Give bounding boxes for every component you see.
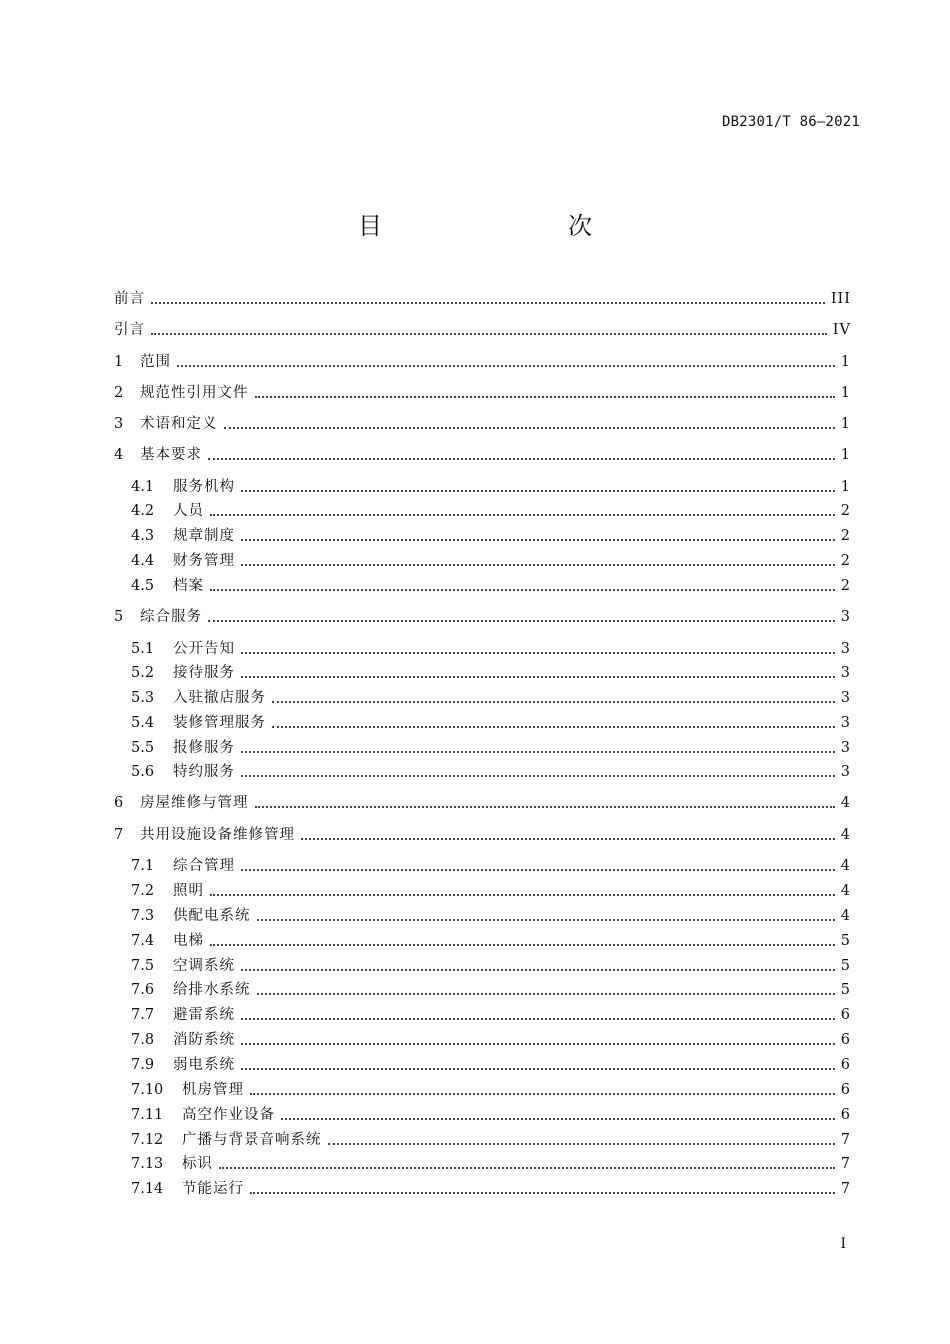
toc-entry-label: 规章制度 <box>173 528 235 544</box>
toc-dot-leader <box>241 1018 835 1020</box>
toc-entry-number: 7.5 <box>131 958 155 974</box>
toc-dot-leader <box>241 969 835 971</box>
toc-dot-leader <box>151 302 825 304</box>
toc-entry-label: 报修服务 <box>173 740 235 756</box>
toc-entry-label: 消防系统 <box>173 1032 235 1048</box>
standard-code: DB2301/T 86—2021 <box>721 114 860 130</box>
toc-dot-leader <box>241 1043 835 1045</box>
toc-entry-page: 6 <box>840 1082 851 1098</box>
toc-dot-leader <box>210 944 835 946</box>
toc-entry-page: 1 <box>840 447 851 463</box>
toc-entry-number: 7.11 <box>131 1107 164 1123</box>
toc-entry-label: 引言 <box>114 322 145 338</box>
toc-entry-label: 弱电系统 <box>173 1057 235 1073</box>
toc-entry-page: 4 <box>840 883 851 899</box>
toc-entry[interactable] <box>114 412 851 434</box>
toc-entry-page: 6 <box>840 1032 851 1048</box>
toc-entry-page: 2 <box>840 553 851 569</box>
toc-entry-number: 7.10 <box>131 1082 164 1098</box>
toc-dot-leader <box>241 539 835 541</box>
toc-entry[interactable] <box>131 736 851 758</box>
toc-entry[interactable] <box>131 929 851 951</box>
toc-dot-leader <box>208 620 835 622</box>
toc-entry[interactable] <box>114 605 851 627</box>
toc-entry-label: 高空作业设备 <box>182 1107 275 1123</box>
toc-entry-page: 4 <box>840 795 851 811</box>
toc-entry-label: 财务管理 <box>173 553 235 569</box>
toc-entry-number: 4.2 <box>131 503 155 519</box>
toc-entry[interactable] <box>131 978 851 1000</box>
toc-entry-number: 7.3 <box>131 908 155 924</box>
toc-entry-page: 7 <box>840 1132 851 1148</box>
toc-entry-number: 4.4 <box>131 553 155 569</box>
toc-entry-page: 2 <box>840 528 851 544</box>
toc-entry-page: 4 <box>840 908 851 924</box>
toc-dot-leader <box>210 894 835 896</box>
toc-entry[interactable] <box>131 524 851 546</box>
toc-dot-leader <box>241 676 835 678</box>
toc-entry[interactable] <box>131 1078 851 1100</box>
toc-entry-page: III <box>830 291 851 307</box>
toc-entry-page: 5 <box>840 933 851 949</box>
toc-entry-page: 1 <box>840 479 851 495</box>
toc-dot-leader <box>250 1192 835 1194</box>
toc-entry-label: 服务机构 <box>173 479 235 495</box>
toc-entry-number: 7.9 <box>131 1057 155 1073</box>
toc-entry-page: 3 <box>840 764 851 780</box>
toc-entry[interactable] <box>131 904 851 926</box>
toc-entry-number: 5.1 <box>131 641 155 657</box>
toc-entry-label: 节能运行 <box>182 1181 244 1197</box>
toc-entry-number: 5.5 <box>131 740 155 756</box>
toc-entry-page: 1 <box>840 385 851 401</box>
toc-dot-leader <box>257 919 835 921</box>
toc-entry-label: 电梯 <box>173 933 204 949</box>
toc-entry-page: 5 <box>840 982 851 998</box>
toc-dot-leader <box>255 396 835 398</box>
toc-entry[interactable] <box>131 760 851 782</box>
toc-entry-label: 供配电系统 <box>173 908 251 924</box>
toc-dot-leader <box>241 564 835 566</box>
toc-entry-label: 避雷系统 <box>173 1007 235 1023</box>
toc-entry-number: 7.13 <box>131 1156 164 1172</box>
toc-entry[interactable] <box>131 1128 851 1150</box>
toc-entry-page: 3 <box>840 715 851 731</box>
toc-entry-number: 4.3 <box>131 528 155 544</box>
toc-entry-label: 入驻撤店服务 <box>173 690 266 706</box>
toc-entry[interactable] <box>131 499 851 521</box>
toc-entry-number: 7.8 <box>131 1032 155 1048</box>
toc-entry[interactable] <box>131 954 851 976</box>
toc-entry-number: 7.6 <box>131 982 155 998</box>
toc-dot-leader <box>210 514 835 516</box>
toc-entry-page: 6 <box>840 1107 851 1123</box>
toc-dot-leader <box>328 1143 835 1145</box>
toc-entry-number: 2 <box>114 385 124 401</box>
toc-dot-leader <box>177 365 835 367</box>
toc-entry-label: 综合管理 <box>173 858 235 874</box>
toc-dot-leader <box>255 806 835 808</box>
toc-entry-page: 2 <box>840 578 851 594</box>
toc-entry-label: 基本要求 <box>140 447 202 463</box>
toc-entry[interactable] <box>131 1053 851 1075</box>
toc-entry[interactable] <box>114 287 851 309</box>
toc-entry-page: 5 <box>840 958 851 974</box>
toc-entry-number: 7.12 <box>131 1132 164 1148</box>
toc-entry[interactable] <box>131 549 851 571</box>
toc-entry-label: 规范性引用文件 <box>140 385 249 401</box>
toc-entry[interactable] <box>131 1152 851 1174</box>
toc-dot-leader <box>241 869 835 871</box>
toc-title: 目 次 <box>358 212 638 240</box>
toc-entry-label: 公开告知 <box>173 641 235 657</box>
toc-entry[interactable] <box>131 686 851 708</box>
toc-dot-leader <box>151 333 827 335</box>
toc-entry-label: 共用设施设备维修管理 <box>140 827 295 843</box>
toc-dot-leader <box>241 775 835 777</box>
toc-entry-page: 3 <box>840 690 851 706</box>
toc-entry-label: 前言 <box>114 291 145 307</box>
toc-dot-leader <box>272 726 835 728</box>
toc-dot-leader <box>241 751 835 753</box>
toc-entry[interactable] <box>114 823 851 845</box>
toc-entry[interactable] <box>131 854 851 876</box>
toc-entry-label: 人员 <box>173 503 204 519</box>
toc-dot-leader <box>210 589 835 591</box>
toc-entry-label: 标识 <box>182 1156 213 1172</box>
toc-entry-page: 7 <box>840 1181 851 1197</box>
toc-entry-label: 范围 <box>140 354 171 370</box>
toc-entry-number: 5.4 <box>131 715 155 731</box>
toc-entry-label: 机房管理 <box>182 1082 244 1098</box>
toc-entry-label: 照明 <box>173 883 204 899</box>
toc-entry[interactable] <box>131 1028 851 1050</box>
toc-entry-label: 房屋维修与管理 <box>140 795 249 811</box>
toc-entry-number: 5.6 <box>131 764 155 780</box>
toc-entry-page: 4 <box>840 827 851 843</box>
toc-dot-leader <box>281 1118 835 1120</box>
toc-entry-label: 广播与背景音响系统 <box>182 1132 322 1148</box>
toc-entry[interactable] <box>131 574 851 596</box>
toc-entry-number: 5.3 <box>131 690 155 706</box>
toc-entry-page: 1 <box>840 416 851 432</box>
toc-entry-label: 给排水系统 <box>173 982 251 998</box>
toc-entry-page: 3 <box>840 665 851 681</box>
toc-entry-label: 术语和定义 <box>140 416 218 432</box>
toc-dot-leader <box>241 490 835 492</box>
toc-entry[interactable] <box>131 475 851 497</box>
toc-entry-number: 7.14 <box>131 1181 164 1197</box>
toc-dot-leader <box>301 838 835 840</box>
toc-entry[interactable] <box>114 318 851 340</box>
toc-entry-page: IV <box>832 322 851 338</box>
toc-entry-page: 3 <box>840 740 851 756</box>
toc-entry[interactable] <box>131 1177 851 1199</box>
toc-dot-leader <box>272 701 835 703</box>
toc-dot-leader <box>219 1167 835 1169</box>
toc-dot-leader <box>241 652 835 654</box>
toc-entry[interactable] <box>114 443 851 465</box>
toc-entry-label: 装修管理服务 <box>173 715 266 731</box>
toc-dot-leader <box>250 1093 835 1095</box>
toc-entry-number: 6 <box>114 795 124 811</box>
toc-entry[interactable] <box>131 1003 851 1025</box>
toc-entry-number: 7 <box>114 827 124 843</box>
toc-entry[interactable] <box>131 879 851 901</box>
toc-entry[interactable] <box>131 637 851 659</box>
toc-entry-number: 7.4 <box>131 933 155 949</box>
toc-entry-number: 4.1 <box>131 479 155 495</box>
page-number: I <box>840 1236 846 1252</box>
toc-entry[interactable] <box>131 1103 851 1125</box>
toc-entry-number: 7.2 <box>131 883 155 899</box>
toc-entry[interactable] <box>114 791 851 813</box>
toc-entry[interactable] <box>114 381 851 403</box>
toc-entry-page: 1 <box>840 354 851 370</box>
toc-entry[interactable] <box>114 350 851 372</box>
toc-entry[interactable] <box>131 711 851 733</box>
toc-entry-label: 综合服务 <box>140 609 202 625</box>
toc-entry-page: 7 <box>840 1156 851 1172</box>
toc-entry-page: 4 <box>840 858 851 874</box>
toc-entry-number: 1 <box>114 354 124 370</box>
toc-entry-number: 4 <box>114 447 124 463</box>
toc-entry[interactable] <box>131 661 851 683</box>
toc-dot-leader <box>257 993 835 995</box>
toc-entry-page: 3 <box>840 641 851 657</box>
toc-entry-page: 6 <box>840 1007 851 1023</box>
toc-entry-page: 2 <box>840 503 851 519</box>
toc-entry-label: 空调系统 <box>173 958 235 974</box>
toc-entry-label: 档案 <box>173 578 204 594</box>
toc-dot-leader <box>224 427 835 429</box>
toc-entry-label: 接待服务 <box>173 665 235 681</box>
toc-entry-label: 特约服务 <box>173 764 235 780</box>
toc-entry-number: 7.1 <box>131 858 155 874</box>
toc-dot-leader <box>208 458 835 460</box>
toc-entry-number: 4.5 <box>131 578 155 594</box>
toc-entry-number: 3 <box>114 416 124 432</box>
toc-entry-page: 6 <box>840 1057 851 1073</box>
toc-entry-number: 5 <box>114 609 124 625</box>
toc-entry-number: 5.2 <box>131 665 155 681</box>
toc-entry-number: 7.7 <box>131 1007 155 1023</box>
toc-entry-page: 3 <box>840 609 851 625</box>
toc-dot-leader <box>241 1068 835 1070</box>
